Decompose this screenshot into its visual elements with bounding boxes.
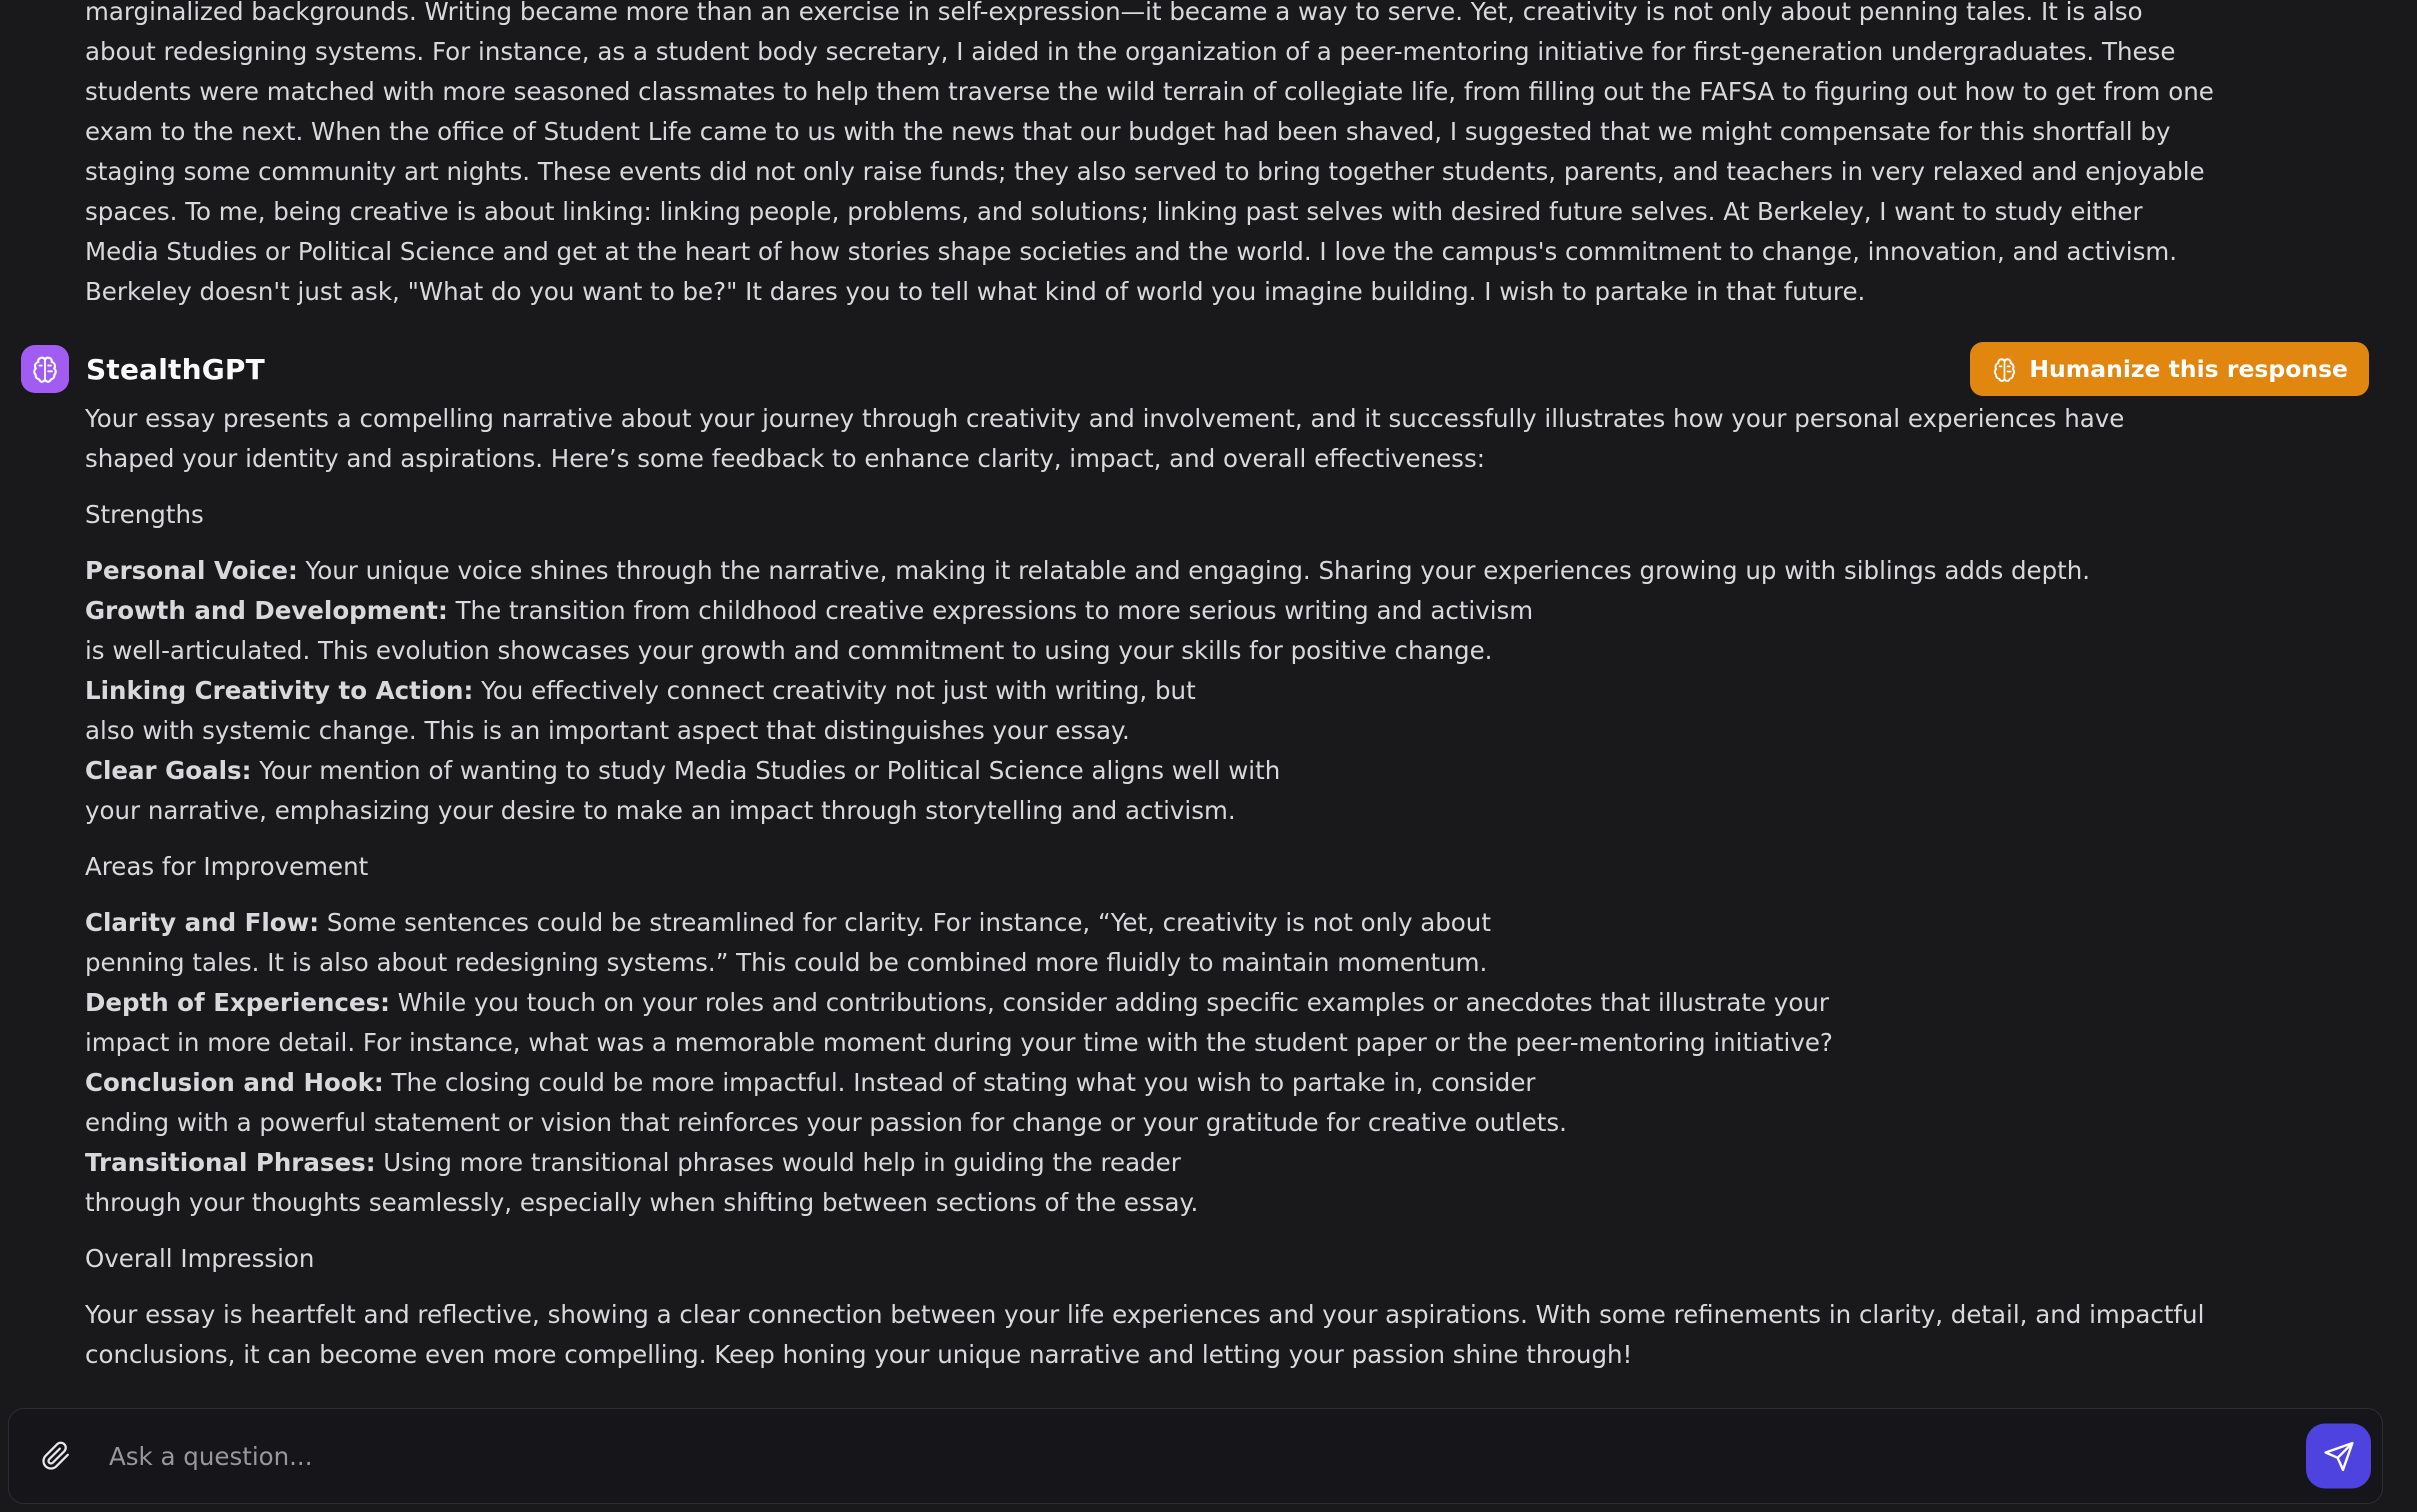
essay-text-line: about redesigning systems. For instance, as a student body secretary, I aided in the organization of a peer-mentoring initiative for first-generation undergraduates. These bbox=[85, 37, 2176, 66]
essay-text-line: Media Studies or Political Science and get at the heart of how stories shape societies and the world. I love the campus's commitment to change, innovation, and activism. bbox=[85, 237, 2178, 266]
response-line-label: Clarity and Flow: bbox=[85, 908, 320, 937]
response-line-text: is well-articulated. This evolution showcases your growth and commitment to using your skills for positive change. bbox=[85, 636, 1493, 665]
response-line bbox=[85, 631, 2417, 671]
response-line bbox=[85, 983, 2417, 1023]
assistant-message-body bbox=[0, 399, 2417, 1375]
attach-button[interactable] bbox=[39, 1439, 73, 1473]
response-line bbox=[85, 1063, 2417, 1103]
send-button[interactable] bbox=[2306, 1424, 2371, 1489]
response-line: Your essay presents a compelling narrative about your journey through creativity and involvement, and it successfully illustrates how your personal experiences have bbox=[85, 404, 2125, 433]
response-line-text: Your mention of wanting to study Media Studies or Political Science aligns well with bbox=[251, 756, 1281, 785]
response-line-text: Using more transitional phrases would help in guiding the reader bbox=[375, 1148, 1181, 1177]
response-line bbox=[85, 1295, 2417, 1335]
section-heading-areas-for-improvement: Areas for Improvement bbox=[85, 852, 369, 881]
response-line bbox=[85, 1183, 2417, 1223]
response-line-text: ending with a powerful statement or vision that reinforces your passion for change or your gratitude for creative outlets. bbox=[85, 1108, 1567, 1137]
response-line bbox=[85, 791, 2417, 831]
response-line bbox=[85, 1335, 2417, 1375]
response-line: shaped your identity and aspirations. Here’s some feedback to enhance clarity, impact, and overall effectiveness: bbox=[85, 444, 1485, 473]
essay-excerpt bbox=[0, 0, 2417, 312]
response-line bbox=[85, 591, 2417, 631]
response-line bbox=[85, 1023, 2417, 1063]
response-line-label: Growth and Development: bbox=[85, 596, 448, 625]
response-line bbox=[85, 1143, 2417, 1183]
essay-text-line: spaces. To me, being creative is about linking: linking people, problems, and solutions; linking past selves with desired future selves. At Berkeley, I want to study either bbox=[85, 197, 2143, 226]
essay-text-line: marginalized backgrounds. Writing became more than an exercise in self-expression—it became a way to serve. Yet, creativity is not only about penning tales. It is also bbox=[85, 0, 2143, 26]
overall-impression-paragraph bbox=[85, 1295, 2417, 1375]
strengths-paragraph bbox=[85, 551, 2417, 831]
paper-plane-icon bbox=[2323, 1440, 2355, 1472]
humanize-response-button[interactable] bbox=[1970, 342, 2369, 396]
response-line-label: Linking Creativity to Action: bbox=[85, 676, 474, 705]
brain-icon bbox=[1991, 356, 2018, 383]
question-input[interactable] bbox=[107, 1426, 2382, 1486]
response-line bbox=[85, 711, 2417, 751]
response-line-text: The transition from childhood creative expressions to more serious writing and activism bbox=[447, 596, 1534, 625]
response-line bbox=[85, 671, 2417, 711]
response-line-text: While you touch on your roles and contributions, consider adding specific examples or anecdotes that illustrate your bbox=[389, 988, 1829, 1017]
assistant-name: StealthGPT bbox=[86, 352, 265, 386]
response-line-text: conclusions, it can become even more compelling. Keep honing your unique narrative and letting your passion shine through! bbox=[85, 1340, 1633, 1369]
response-line bbox=[85, 751, 2417, 791]
essay-text-line: students were matched with more seasoned classmates to help them traverse the wild terrain of collegiate life, from filling out the FAFSA to figuring out how to get from one bbox=[85, 77, 2214, 106]
response-line-label: Clear Goals: bbox=[85, 756, 252, 785]
humanize-button-label: Humanize this response bbox=[2029, 355, 2348, 383]
section-heading-strengths: Strengths bbox=[85, 500, 204, 529]
response-line-text: your narrative, emphasizing your desire to make an impact through storytelling and activism. bbox=[85, 796, 1236, 825]
response-line-label: Personal Voice: bbox=[85, 556, 298, 585]
response-line-text: You effectively connect creativity not just with writing, but bbox=[473, 676, 1196, 705]
response-line bbox=[85, 1103, 2417, 1143]
response-line-text: The closing could be more impactful. Instead of stating what you wish to partake in, consider bbox=[383, 1068, 1536, 1097]
assistant-avatar bbox=[21, 345, 69, 393]
response-line bbox=[85, 943, 2417, 983]
essay-text-line: staging some community art nights. These events did not only raise funds; they also served to bring together students, parents, and teachers in very relaxed and enjoyable bbox=[85, 157, 2205, 186]
brain-icon bbox=[30, 354, 60, 384]
essay-text-line: exam to the next. When the office of Student Life came to us with the news that our budget had been shaved, I suggested that we might compensate for this shortfall by bbox=[85, 117, 2171, 146]
section-heading-overall-impression: Overall Impression bbox=[85, 1244, 315, 1273]
paperclip-icon bbox=[41, 1441, 71, 1471]
message-composer bbox=[8, 1408, 2383, 1504]
response-line-text: also with systemic change. This is an important aspect that distinguishes your essay. bbox=[85, 716, 1130, 745]
response-line-label: Transitional Phrases: bbox=[85, 1148, 376, 1177]
areas-for-improvement-paragraph bbox=[85, 903, 2417, 1223]
assistant-message-header bbox=[0, 345, 2417, 393]
response-line-label: Depth of Experiences: bbox=[85, 988, 390, 1017]
response-intro-paragraph bbox=[85, 399, 2417, 479]
response-line bbox=[85, 551, 2417, 591]
response-line-text: through your thoughts seamlessly, especially when shifting between sections of the essay. bbox=[85, 1188, 1199, 1217]
response-line-label: Conclusion and Hook: bbox=[85, 1068, 384, 1097]
essay-text-line: Berkeley doesn't just ask, "What do you want to be?" It dares you to tell what kind of world you imagine building. I wish to partake in that future. bbox=[85, 277, 1866, 306]
response-line-text: Your essay is heartfelt and reflective, showing a clear connection between your life experiences and your aspirations. With some refinements in clarity, detail, and impactful bbox=[85, 1300, 2205, 1329]
response-line-text: Your unique voice shines through the narrative, making it relatable and engaging. Sharing your experiences growing up with siblings adds depth. bbox=[297, 556, 2091, 585]
response-line-text: Some sentences could be streamlined for clarity. For instance, “Yet, creativity is not only about bbox=[319, 908, 1491, 937]
response-line bbox=[85, 903, 2417, 943]
response-line-text: impact in more detail. For instance, what was a memorable moment during your time with the student paper or the peer-mentoring initiative? bbox=[85, 1028, 1833, 1057]
response-line-text: penning tales. It is also about redesigning systems.” This could be combined more fluidly to maintain momentum. bbox=[85, 948, 1488, 977]
